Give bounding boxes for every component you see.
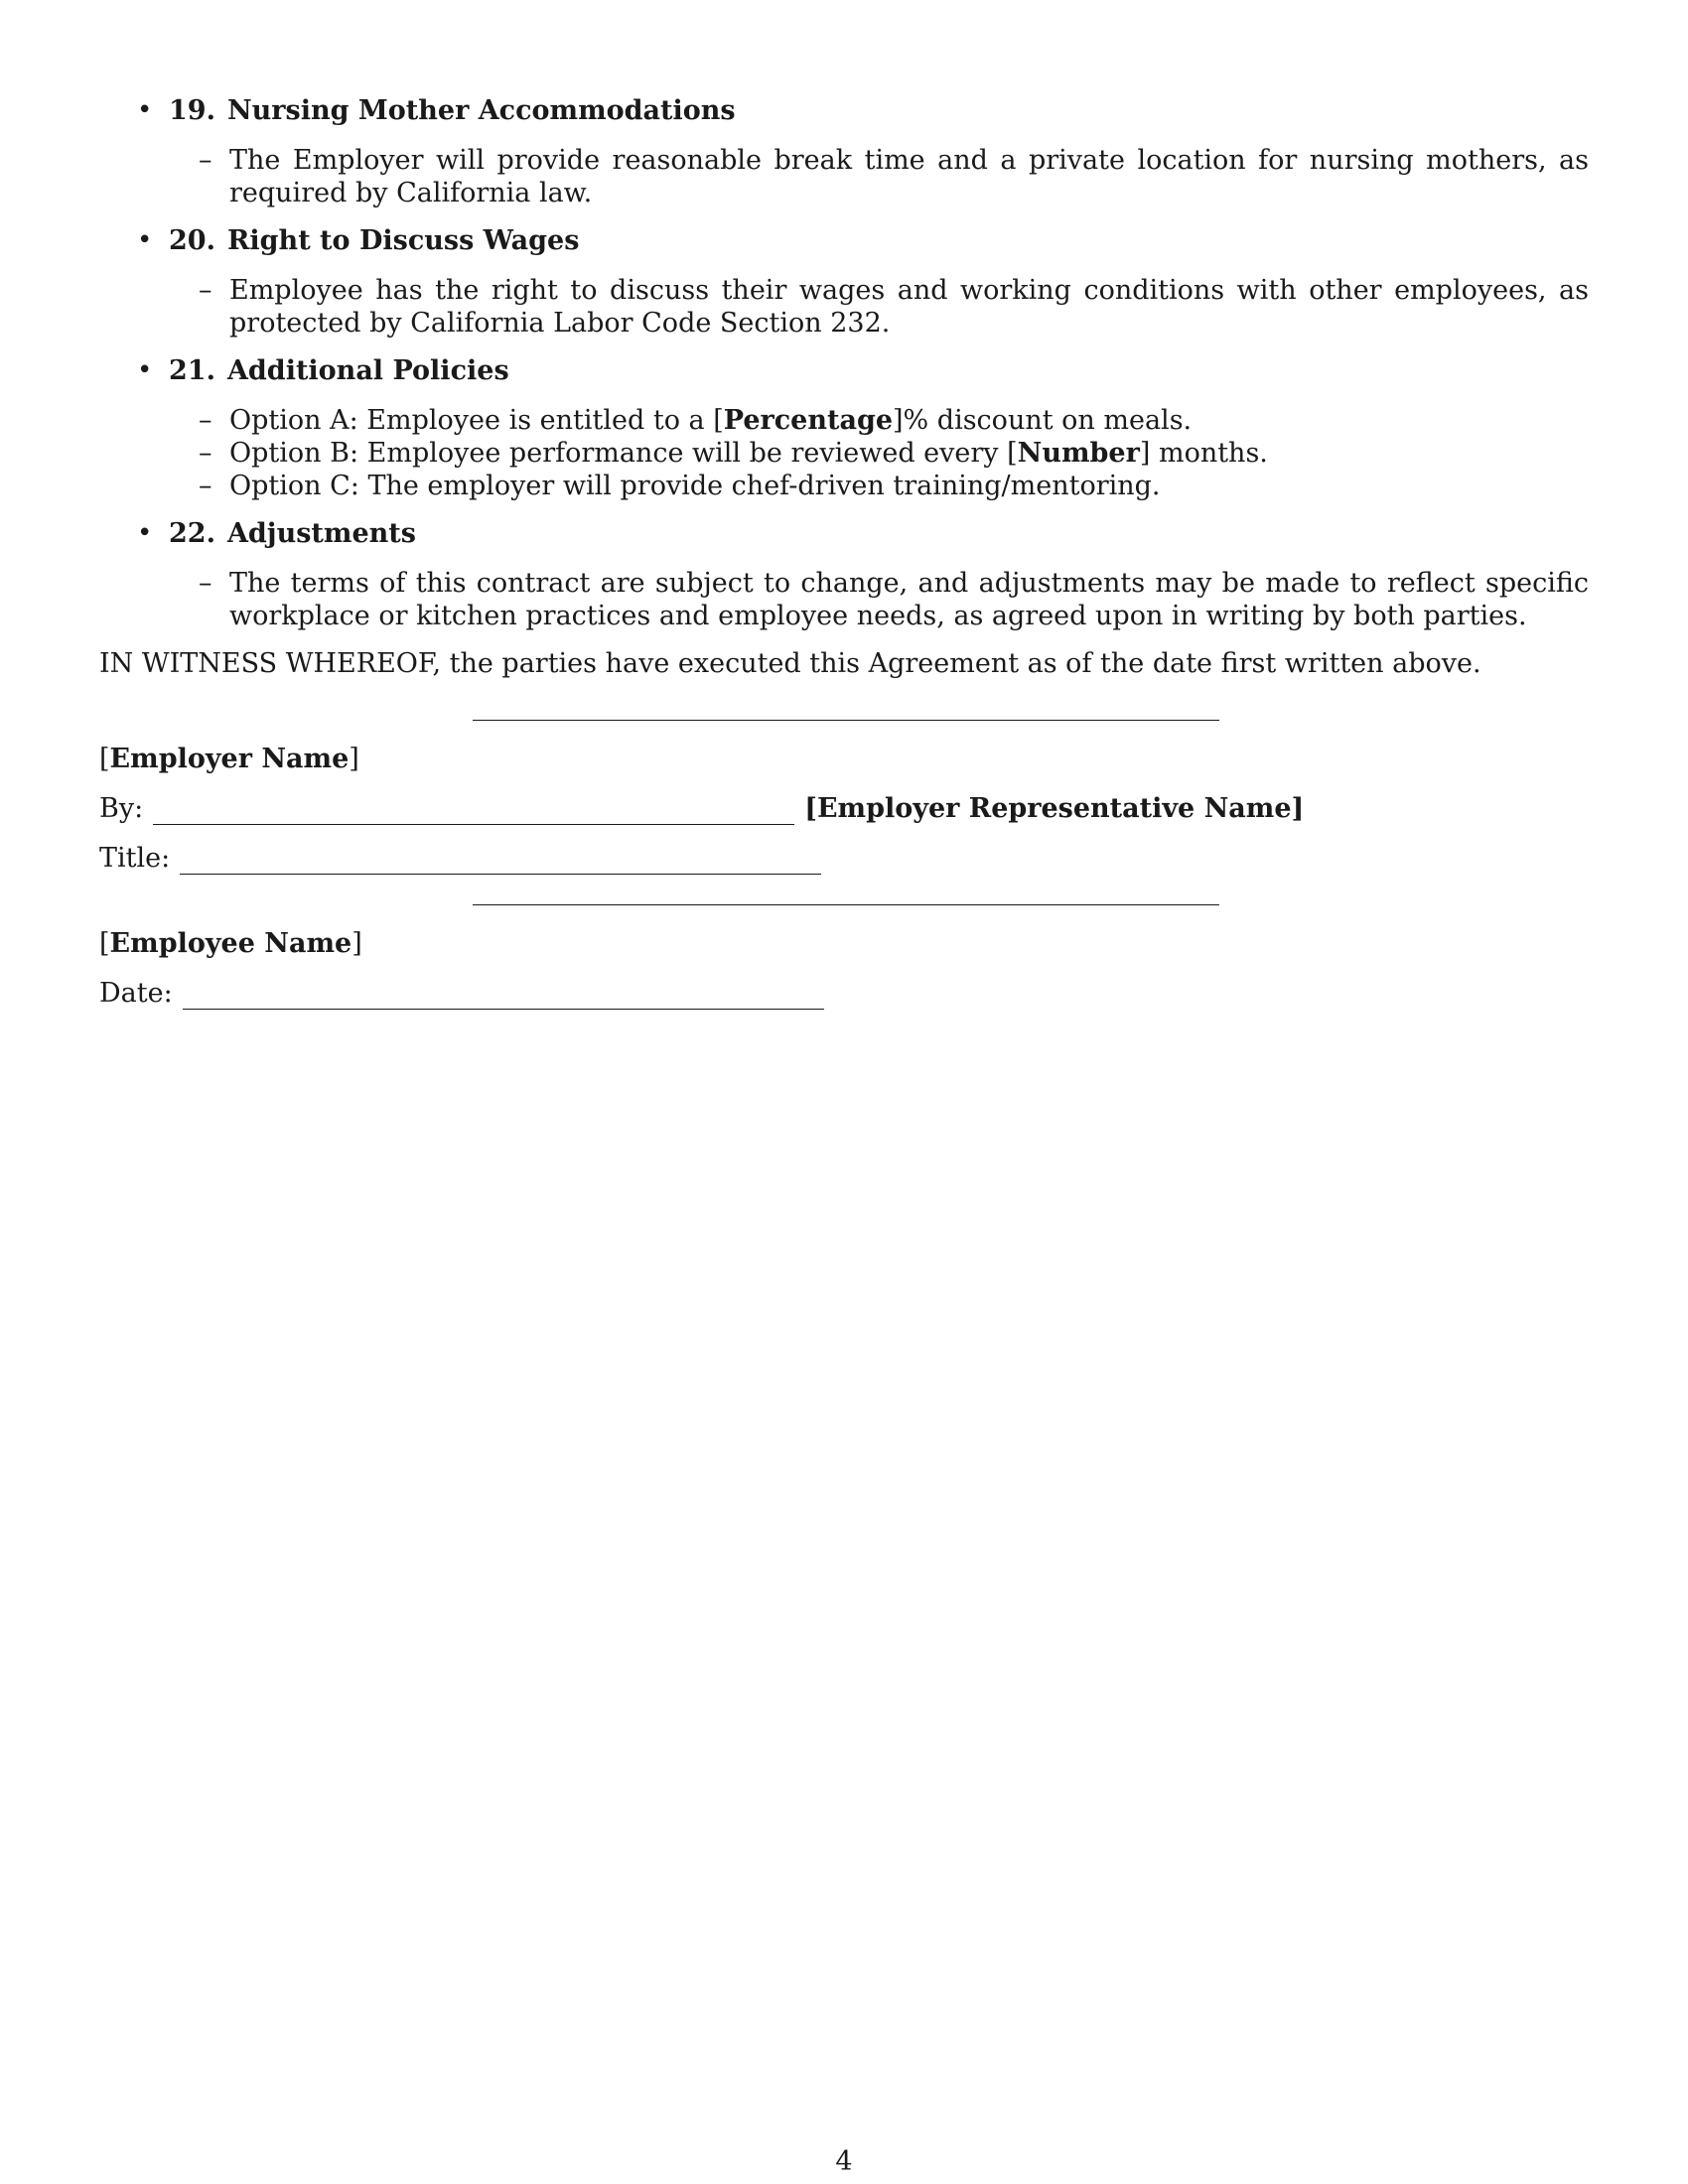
list-item: [169, 470, 1589, 502]
list-item: [169, 144, 1589, 209]
employer-name: [99, 743, 1589, 775]
employer-signature-line[interactable]: [473, 720, 1219, 721]
employer-name-placeholder: Employer Name: [109, 744, 350, 774]
employee-signature-line[interactable]: [473, 904, 1219, 905]
list-item: [169, 567, 1589, 632]
bracket-open: [: [99, 928, 110, 959]
section-title: Right to Discuss Wages: [226, 225, 580, 256]
date-label: Date:: [99, 978, 173, 1009]
list-item: [169, 437, 1589, 470]
witness-statement: IN WITNESS WHEREOF, the parties have executed this Agreement as of the date first written above.: [99, 648, 1481, 679]
section-number: 19.: [169, 95, 215, 126]
bullet-icon: •: [137, 225, 153, 255]
employer-title-field[interactable]: [180, 852, 821, 875]
section-heading: [169, 94, 1589, 127]
bullet-icon: •: [137, 355, 153, 385]
employer-representative-name: [Employer Representative Name]: [804, 793, 1305, 824]
item-text-pre: Option A: Employee is entitled to a [: [229, 405, 724, 436]
section-20: [99, 224, 1589, 340]
list-item: [169, 274, 1589, 340]
item-text: Employee has the right to discuss their wages and working conditions with other employees, as protected by California Labor Code Section 232.: [229, 275, 1589, 339]
section-21: [99, 354, 1589, 502]
bracket-close: ]: [352, 928, 362, 959]
section-title: Additional Policies: [226, 355, 509, 386]
by-label: By:: [99, 793, 144, 824]
employee-name-placeholder: Employee Name: [109, 928, 352, 959]
item-text-pre: Option B: Employee performance will be reviewed every [: [229, 438, 1018, 469]
bracket-open: [: [99, 744, 110, 774]
item-text-post: ] months.: [1139, 438, 1268, 469]
employer-by-field[interactable]: [153, 802, 794, 825]
section-heading: [169, 224, 1589, 257]
section-list: [99, 94, 1589, 632]
item-text-post: ]% discount on meals.: [893, 405, 1193, 436]
employer-title-row: [99, 842, 1589, 875]
page-number: 4: [835, 2146, 853, 2177]
section-title: Adjustments: [226, 518, 416, 549]
employer-by-row: [99, 792, 1589, 825]
employee-name: [99, 927, 1589, 960]
bracket-close: ]: [349, 744, 359, 774]
section-number: 20.: [169, 225, 215, 256]
section-22: [99, 517, 1589, 632]
dash-icon: –: [199, 405, 212, 436]
employer-signature-block: [99, 720, 1589, 875]
section-items: [169, 404, 1589, 502]
title-label: Title:: [99, 843, 171, 874]
item-text: Option C: The employer will provide chef-driven training/mentoring.: [229, 471, 1161, 501]
employee-date-field[interactable]: [183, 987, 824, 1010]
section-items: [169, 144, 1589, 209]
document-page: [99, 94, 1589, 1010]
placeholder-number: Number: [1017, 438, 1140, 469]
item-text: The Employer will provide reasonable break time and a private location for nursing mothers, as required by California law.: [229, 145, 1589, 208]
section-number: 21.: [169, 355, 215, 386]
bullet-icon: •: [137, 518, 153, 548]
dash-icon: –: [199, 471, 212, 501]
list-item: [169, 404, 1589, 437]
dash-icon: –: [199, 275, 212, 306]
section-heading: [169, 517, 1589, 550]
dash-icon: –: [199, 145, 212, 176]
dash-icon: –: [199, 438, 212, 469]
section-19: [99, 94, 1589, 209]
placeholder-percentage: Percentage: [723, 405, 894, 436]
section-items: [169, 274, 1589, 340]
section-number: 22.: [169, 518, 215, 549]
employee-date-row: [99, 977, 1589, 1010]
dash-icon: –: [199, 568, 212, 599]
section-items: [169, 567, 1589, 632]
section-title: Nursing Mother Accommodations: [226, 95, 736, 126]
bullet-icon: •: [137, 95, 153, 125]
item-text: The terms of this contract are subject to change, and adjustments may be made to reflect specific workplace or kitchen practices and employee needs, as agreed upon in writing by both parties.: [229, 568, 1589, 631]
section-heading: [169, 354, 1589, 387]
employee-signature-block: [99, 904, 1589, 1010]
